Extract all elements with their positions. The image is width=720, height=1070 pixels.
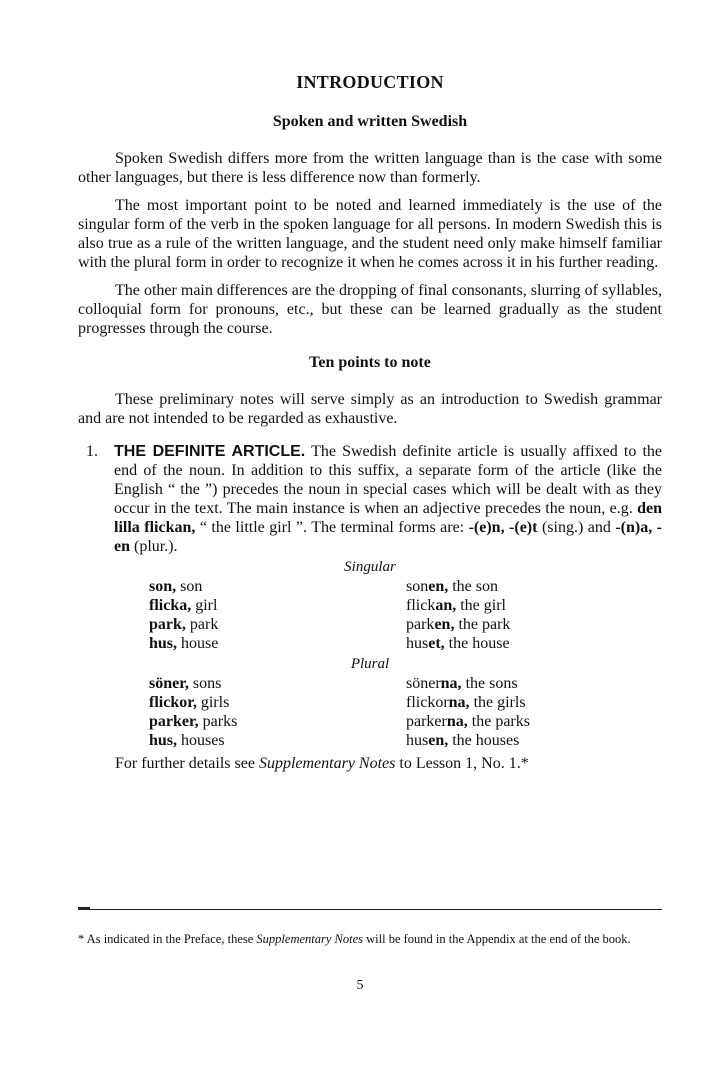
definite-form [406,731,530,750]
point-text-b: “ the little girl ”. The terminal forms are: [195,519,469,536]
english-gloss: park [185,616,219,633]
paragraph-3: The other main differences are the dropping of final consonants, slurring of syllables, colloquial form for pronouns, etc., but these can be learned gradually as the student progresses through the course. [78,282,662,337]
point-heading: THE DEFINITE ARTICLE. [114,443,306,460]
definite-ending: et, [428,635,445,652]
page-number: 5 [356,978,364,993]
swedish-word: flicka, [149,597,192,614]
indefinite-form [149,577,406,596]
chapter-title: INTRODUCTION [296,72,444,92]
definite-form [406,674,530,693]
word-row [149,577,510,596]
paragraph-1: Spoken Swedish differs more from the written language than is the case with some other languages, but there is less difference now than formerly. [78,150,662,186]
indefinite-form [149,596,406,615]
point-example: den lilla flickan, [114,500,662,536]
definite-form [406,712,530,731]
definite-form [406,693,530,712]
word-row [149,693,530,712]
definite-gloss: the park [454,616,511,633]
english-gloss: son [176,578,203,595]
definite-ending: en, [428,578,449,595]
section-heading-spoken-written: Spoken and written Swedish [272,113,468,130]
definite-stem: söner [406,675,441,692]
definite-gloss: the girls [469,694,526,711]
definite-gloss: the girl [456,597,506,614]
definite-gloss: the sons [461,675,518,692]
english-gloss: girls [196,694,230,711]
point-text-d: (plur.). [130,538,178,555]
definite-ending: en, [428,732,449,749]
footnote [78,932,662,947]
definite-ending: na, [448,694,470,711]
footnote-italic: Supplementary Notes [256,932,364,946]
word-row [149,674,530,693]
english-gloss: sons [188,675,222,692]
swedish-word: parker, [149,713,199,730]
plural-table [149,674,530,750]
swedish-word: park, [149,616,186,633]
point-forms-plural: -(n)a, -en [114,519,662,555]
word-row [149,712,530,731]
english-gloss: girl [191,597,218,614]
definite-gloss: the son [448,578,499,595]
word-row [149,634,510,653]
point-text-c: (sing.) and [537,519,616,536]
section-heading-ten-points: Ten points to note [309,354,431,371]
singular-caption: Singular [344,559,396,575]
definite-stem: flickor [406,694,449,711]
point-forms-singular: -(e)n, -(e)t [468,519,538,536]
indefinite-form [149,693,406,712]
definite-gloss: the house [444,635,510,652]
swedish-word: hus, [149,732,178,749]
definite-gloss: the houses [448,732,520,749]
swedish-word: söner, [149,675,189,692]
english-gloss: parks [198,713,238,730]
definite-form [406,634,510,653]
point-text-a: The Swedish definite article is usually affixed to the end of the noun. In addition to this suffix, a separate form of the article (like the English “ the ”) precedes the noun in special cases which will be dealt with as they occur in the text. The main instance is when an adjective precedes the noun, e.g. [114,443,662,517]
swedish-word: son, [149,578,177,595]
indefinite-form [149,615,406,634]
definite-form [406,596,510,615]
definite-stem: park [406,616,435,633]
intro-paragraph: These preliminary notes will serve simply as an introduction to Swedish grammar and are not intended to be regarded as exhaustive. [78,391,662,427]
point-number: 1. [86,443,98,460]
indefinite-form [149,634,406,653]
indefinite-form [149,674,406,693]
english-gloss: houses [177,732,225,749]
page-body [78,72,662,773]
further-pre: For further details see [115,755,259,772]
definite-form [406,615,510,634]
definite-stem: hus [406,635,429,652]
word-row [149,596,510,615]
swedish-word: hus, [149,635,178,652]
footnote-pre: * As indicated in the Preface, these [78,932,257,946]
swedish-word: flickor, [149,694,197,711]
further-post: to Lesson 1, No. 1.* [395,755,529,772]
plural-caption: Plural [350,656,390,672]
indefinite-form [149,712,406,731]
further-italic: Supplementary Notes [258,755,396,772]
footnote-rule [78,909,662,910]
definite-gloss: the parks [467,713,530,730]
word-row [149,615,510,634]
definite-form [406,577,510,596]
english-gloss: house [177,635,219,652]
singular-table [149,577,510,653]
definite-stem: hus [406,732,429,749]
further-details [78,754,662,773]
point-definite-article [78,442,662,556]
definite-stem: flick [406,597,436,614]
definite-ending: na, [440,675,462,692]
definite-ending: en, [434,616,455,633]
definite-stem: son [406,578,429,595]
footnote-post: will be found in the Appendix at the end of the book. [363,932,631,946]
indefinite-form [149,731,406,750]
definite-stem: parker [406,713,447,730]
paragraph-2: The most important point to be noted and learned immediately is the use of the singular form of the verb in the spoken language for all persons. In modern Swedish this is also true as a rule of the written language, and the student need only make himself familiar with the plural form in order to recognize it when he comes across it in his further reading. [78,197,662,271]
definite-ending: an, [435,597,457,614]
word-row [149,731,530,750]
definite-ending: na, [446,713,468,730]
